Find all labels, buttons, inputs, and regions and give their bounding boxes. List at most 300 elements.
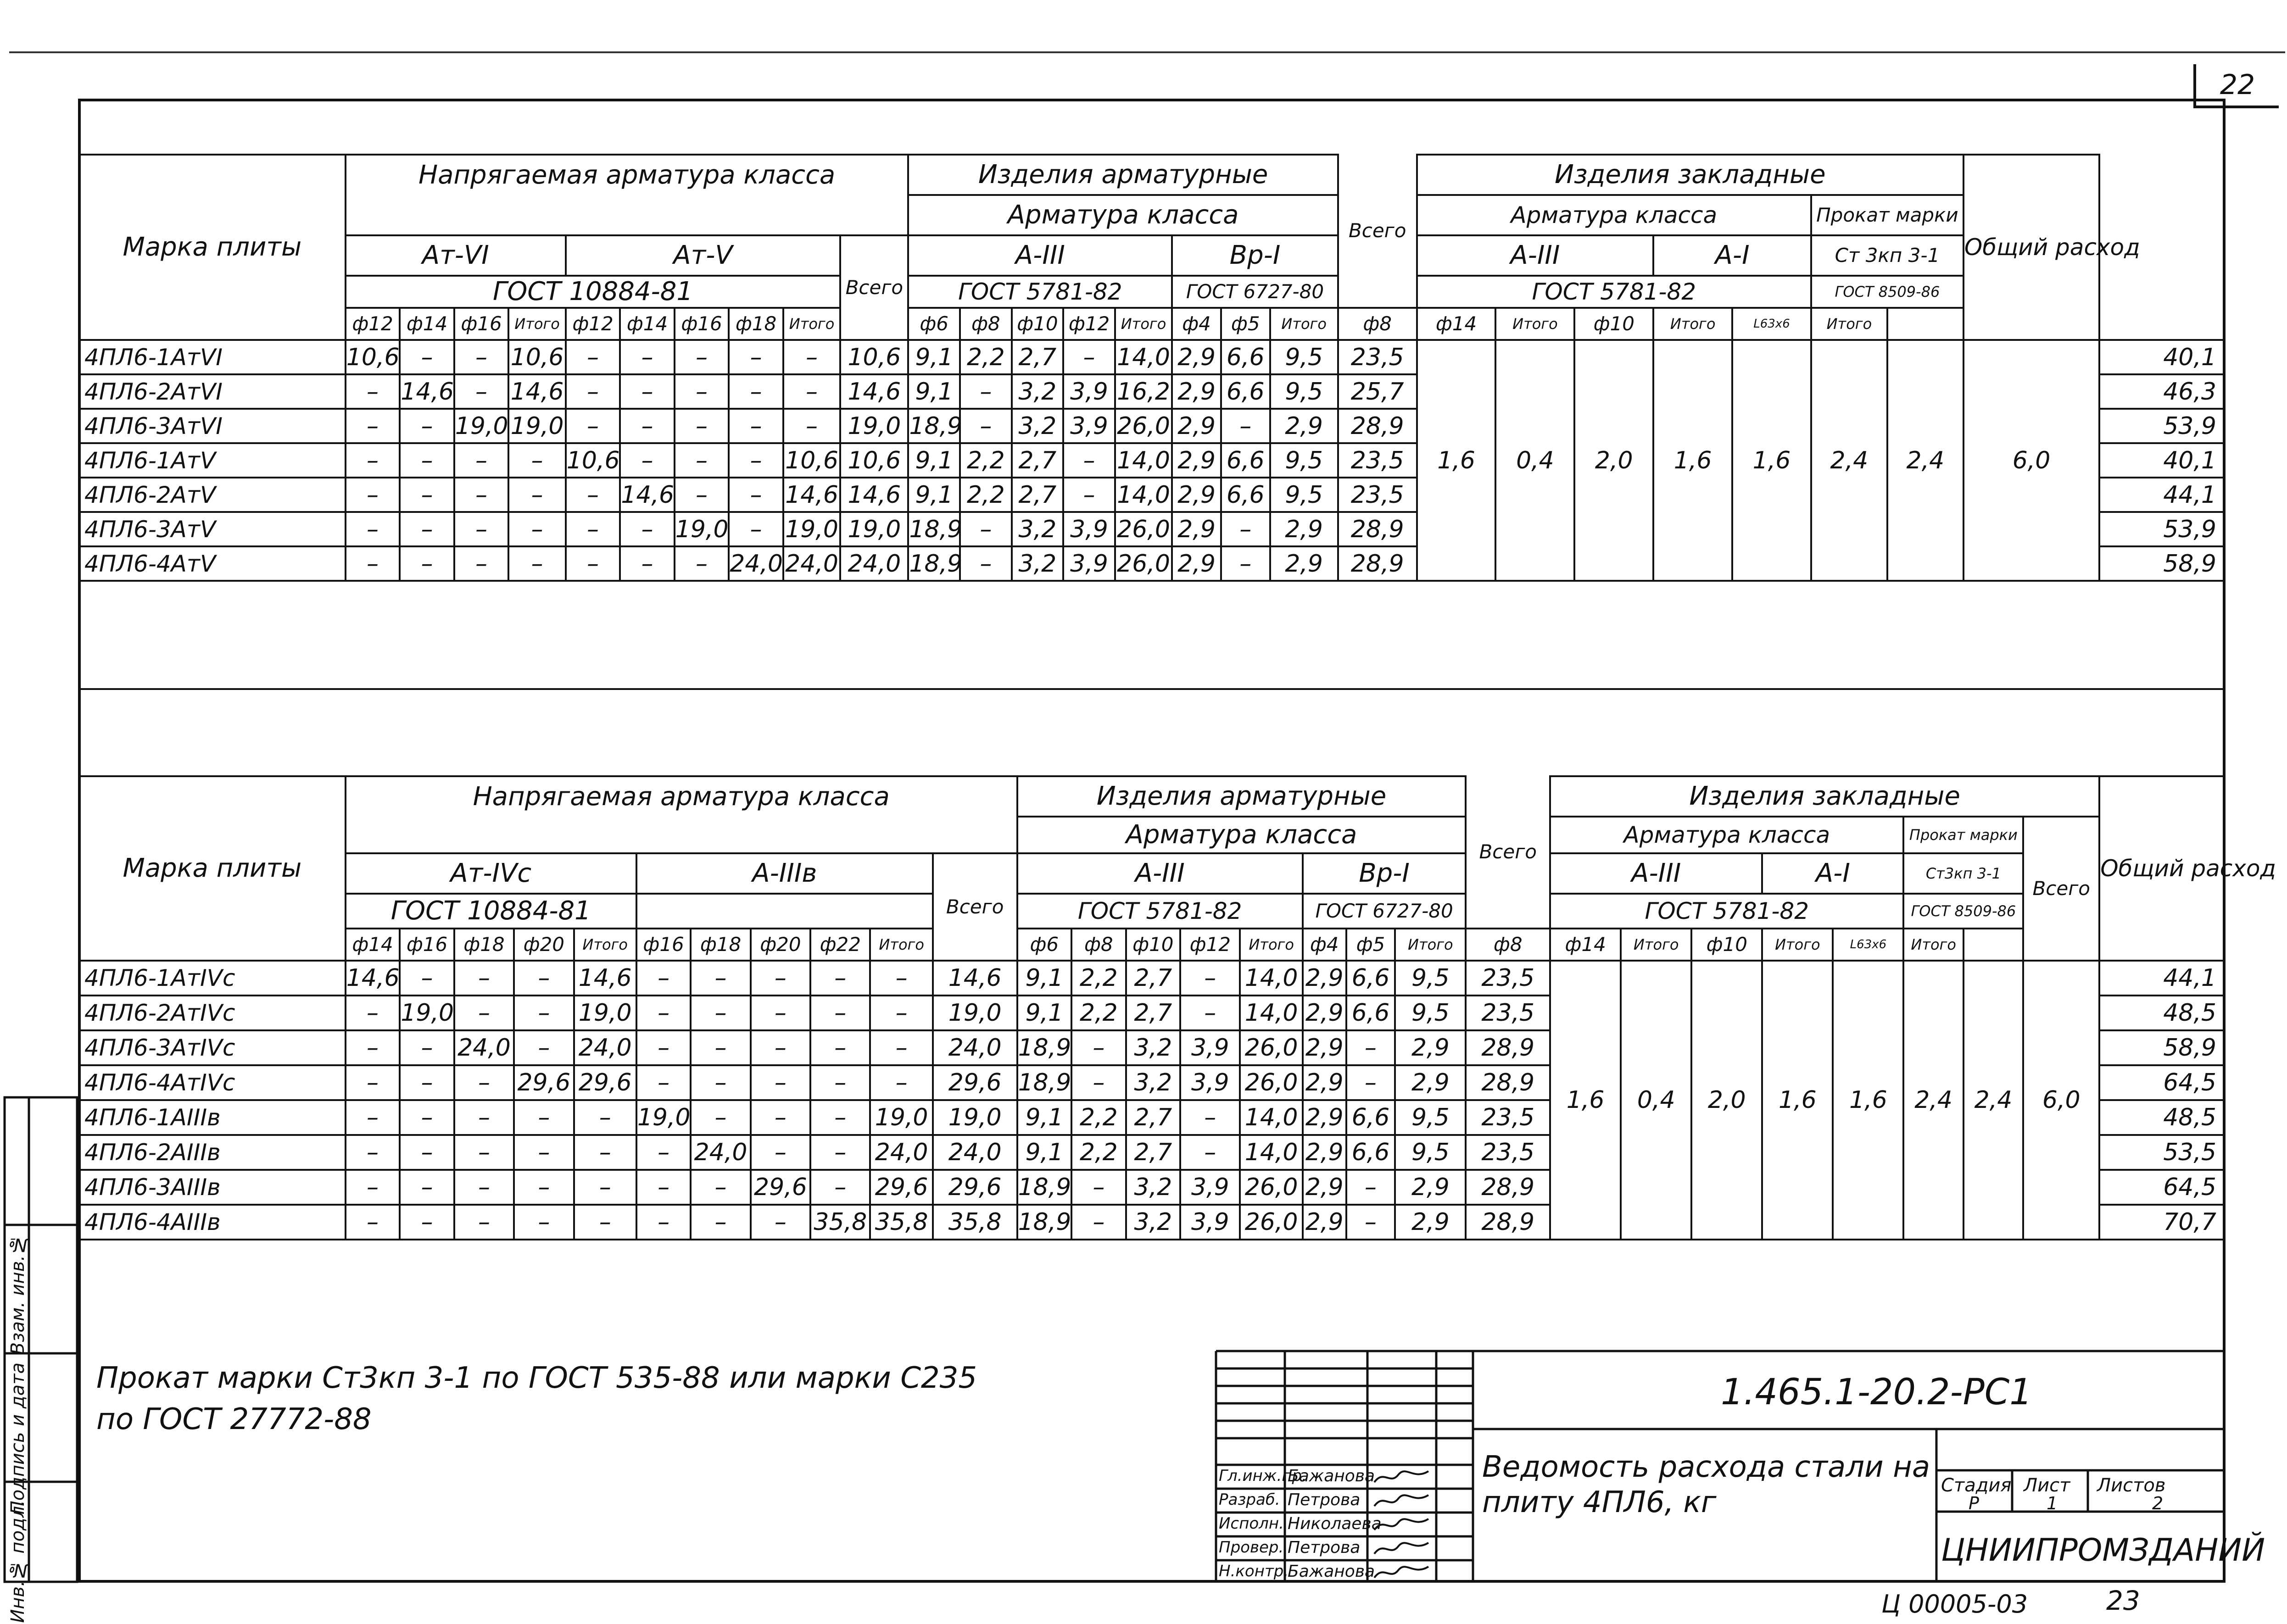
cell-value: – [810, 1065, 870, 1100]
cell-value: – [675, 340, 729, 374]
cell-value: 2,9 [1270, 409, 1338, 443]
cell-value: 24,0 [691, 1135, 750, 1170]
signature-icon [1370, 1491, 1434, 1512]
plate-mark: 4ПЛ6-1АIIIв [79, 1100, 346, 1135]
cell-value: 25,7 [1338, 374, 1417, 409]
cell-value: – [400, 1100, 454, 1135]
cell-value: – [691, 1170, 750, 1205]
cell-value: 26,0 [1115, 409, 1172, 443]
cell-value: 9,1 [908, 374, 960, 409]
cell-value: 9,5 [1395, 961, 1466, 996]
embedded-parts-value: 1,6 [1550, 961, 1621, 1240]
cell-value: – [400, 478, 454, 512]
cell-value: 14,6 [840, 478, 908, 512]
cell-value: 19,0 [840, 512, 908, 546]
cell-value: 9,5 [1270, 478, 1338, 512]
cell-value: – [691, 961, 750, 996]
cell-value: – [400, 546, 454, 581]
cell-value: 19,0 [454, 409, 509, 443]
cell-value: – [620, 443, 675, 478]
cell-value: – [400, 1205, 454, 1240]
cell-value: – [810, 961, 870, 996]
cell-value: – [783, 409, 840, 443]
cell-value: 3,9 [1063, 374, 1115, 409]
cell-value: 23,5 [1466, 1100, 1550, 1135]
prokat-header-2: Прокат марки [1903, 817, 2023, 853]
doc-title: Ведомость расхода стали на плиту 4ПЛ6, кг [1482, 1450, 1930, 1519]
cell-value: 2,7 [1012, 478, 1064, 512]
cell-value: 2,9 [1172, 443, 1221, 478]
cell-value: – [400, 1030, 454, 1065]
cell-value: – [400, 1065, 454, 1100]
cell-value: 23,5 [1338, 443, 1417, 478]
cell-value: – [346, 374, 400, 409]
cell-value: 28,9 [1466, 1030, 1550, 1065]
cell-value: 24,0 [729, 546, 783, 581]
cell-value: 3,2 [1126, 1030, 1181, 1065]
total-consumption: 64,5 [2099, 1065, 2225, 1100]
class-a1-zakl-2: А-I [1762, 853, 1903, 894]
cell-value: – [1346, 1205, 1395, 1240]
cell-value: 29,6 [751, 1170, 810, 1205]
cell-value: 14,6 [620, 478, 675, 512]
cell-value: 2,9 [1395, 1030, 1466, 1065]
cell-value: 19,0 [508, 409, 565, 443]
cell-value: – [636, 996, 691, 1030]
cell-value: 2,9 [1303, 961, 1346, 996]
cell-value: 9,1 [1017, 1100, 1072, 1135]
cell-value: 3,2 [1012, 546, 1064, 581]
cell-value: 3,2 [1126, 1065, 1181, 1100]
cell-value: – [870, 1030, 932, 1065]
cell-value: 9,1 [908, 443, 960, 478]
cell-value: – [454, 443, 509, 478]
cell-value: – [454, 478, 509, 512]
cell-value: – [620, 374, 675, 409]
cell-value: 14,6 [400, 374, 454, 409]
cell-value: – [729, 512, 783, 546]
sheets-value: 2 [2152, 1493, 2164, 1513]
embedded-parts-value: 1,6 [1833, 961, 1903, 1240]
cell-value: 29,6 [514, 1065, 574, 1100]
cell-value: 28,9 [1338, 546, 1417, 581]
cell-value: 9,5 [1395, 1100, 1466, 1135]
cell-value: – [346, 443, 400, 478]
total-consumption: 70,7 [2099, 1205, 2225, 1240]
cell-value: – [566, 374, 620, 409]
cell-value: – [1063, 478, 1115, 512]
cell-value: – [346, 1065, 400, 1100]
cell-value: 26,0 [1240, 1170, 1302, 1205]
cell-value: – [675, 374, 729, 409]
cell-value: 2,9 [1303, 1100, 1346, 1135]
plate-mark: 4ПЛ6-4АIIIв [79, 1205, 346, 1240]
cell-value: 19,0 [636, 1100, 691, 1135]
prokat-mark-2: Ст3кп 3-1 [1903, 853, 2023, 894]
cell-value: 6,6 [1346, 1100, 1395, 1135]
top-rule [9, 51, 2285, 53]
side-label-replace: Взам. инв.№ [7, 1234, 28, 1355]
cell-value: – [454, 996, 514, 1030]
cell-value: 14,0 [1240, 1135, 1302, 1170]
organization: ЦНИИПРОМЗДАНИЙ [1941, 1532, 2265, 1568]
cell-value: – [751, 1135, 810, 1170]
cell-value: 9,1 [908, 478, 960, 512]
cell-value: – [400, 340, 454, 374]
cell-value: 18,9 [908, 546, 960, 581]
approver-name: Бажанова [1288, 1562, 1375, 1581]
cell-value: 24,0 [574, 1030, 636, 1065]
cell-value: 2,9 [1303, 1205, 1346, 1240]
sheet-number: 22 [2193, 64, 2279, 108]
cell-value: – [400, 1170, 454, 1205]
cell-value: 19,0 [870, 1100, 932, 1135]
cell-value: 3,9 [1180, 1030, 1240, 1065]
cell-value: – [1180, 1100, 1240, 1135]
cell-value: – [346, 512, 400, 546]
cell-value: 24,0 [933, 1135, 1017, 1170]
cell-value: 35,8 [870, 1205, 932, 1240]
approver-name: Петрова [1288, 1491, 1361, 1509]
cell-value: 23,5 [1466, 961, 1550, 996]
cell-value: – [1063, 443, 1115, 478]
cell-value: – [960, 374, 1012, 409]
cell-value: 6,6 [1221, 374, 1270, 409]
cell-value: 2,9 [1172, 546, 1221, 581]
arm-class-header-2: Арматура класса [1017, 817, 1466, 853]
cell-value: 2,7 [1126, 1100, 1181, 1135]
cell-value: 18,9 [1017, 1065, 1072, 1100]
cell-value: 18,9 [908, 409, 960, 443]
cell-value: 9,1 [1017, 1135, 1072, 1170]
cell-value: 28,9 [1338, 409, 1417, 443]
cell-value: – [960, 546, 1012, 581]
total-consumption: 58,9 [2099, 1030, 2225, 1065]
cell-value: 2,2 [1071, 1135, 1126, 1170]
cell-value: 26,0 [1240, 1205, 1302, 1240]
embedded-parts-value: 1,6 [1732, 340, 1811, 581]
total-consumption: 44,1 [2099, 478, 2225, 512]
cell-value: 24,0 [783, 546, 840, 581]
class-vp1-2: Вр-I [1303, 853, 1466, 894]
cell-value: 2,9 [1395, 1205, 1466, 1240]
embedded-parts-value: 1,6 [1653, 340, 1732, 581]
cell-value: 3,9 [1063, 409, 1115, 443]
cell-value: – [574, 1170, 636, 1205]
vsego-arm-header: Всего [1338, 155, 1417, 308]
total-consumption: 58,9 [2099, 546, 2225, 581]
cell-value: 24,0 [933, 1030, 1017, 1065]
zakl-arm-class-header: Арматура класса [1417, 195, 1811, 235]
cell-value: 29,6 [574, 1065, 636, 1100]
total-consumption: 53,9 [2099, 409, 2225, 443]
izd-zakl-header-2: Изделия закладные [1550, 776, 2099, 817]
cell-value: 24,0 [870, 1135, 932, 1170]
cell-value: 2,9 [1172, 512, 1221, 546]
cell-value: – [508, 478, 565, 512]
embedded-parts-value: 2,4 [1903, 961, 1963, 1240]
cell-value: – [751, 1100, 810, 1135]
cell-value: 29,6 [933, 1065, 1017, 1100]
cell-value: – [346, 1170, 400, 1205]
cell-value: 3,2 [1126, 1205, 1181, 1240]
cell-value: 14,6 [346, 961, 400, 996]
gost-vp-2: ГОСТ 6727-80 [1303, 894, 1466, 929]
cell-value: 2,7 [1012, 443, 1064, 478]
cell-value: – [514, 1030, 574, 1065]
vsego-arm-header-2: Всего [1466, 776, 1550, 929]
cell-value: – [620, 409, 675, 443]
cell-value: – [675, 409, 729, 443]
cell-value: 10,6 [783, 443, 840, 478]
approver-name: Бажанова [1288, 1467, 1375, 1485]
cell-value: – [870, 996, 932, 1030]
sheet-header: Лист [2024, 1475, 2070, 1496]
cell-value: 29,6 [870, 1170, 932, 1205]
izd-zakl-header: Изделия закладные [1417, 155, 1963, 195]
cell-value: – [751, 1065, 810, 1100]
subheader-row-2: ф14 ф16 ф18 ф20 Итого ф16 ф18 ф20 ф22 Итого ф6 ф8 ф10 ф12 Итого ф4 ф5 Итого ф8 ф14 Итого ф10 Итого L63х6 Итого [79, 929, 2225, 961]
cell-value: 18,9 [1017, 1030, 1072, 1065]
cell-value: 2,9 [1172, 409, 1221, 443]
cell-value: 10,6 [346, 340, 400, 374]
cell-value: – [1071, 1205, 1126, 1240]
cell-value: 24,0 [840, 546, 908, 581]
cell-value: 19,0 [574, 996, 636, 1030]
total-consumption: 53,5 [2099, 1135, 2225, 1170]
cell-value: – [810, 996, 870, 1030]
cell-value: 2,7 [1012, 340, 1064, 374]
cell-value: – [620, 546, 675, 581]
cell-value: 14,0 [1115, 443, 1172, 478]
cell-value: 14,6 [574, 961, 636, 996]
embedded-parts-value: 0,4 [1495, 340, 1574, 581]
plate-mark: 4ПЛ6-3АIIIв [79, 1170, 346, 1205]
izd-arm-header: Изделия арматурные [908, 155, 1338, 195]
cell-value: – [691, 1100, 750, 1135]
cell-value: 3,2 [1012, 409, 1064, 443]
cell-value: 3,2 [1012, 374, 1064, 409]
cell-value: 9,5 [1395, 1135, 1466, 1170]
cell-value: 23,5 [1338, 478, 1417, 512]
cell-value: 6,6 [1221, 443, 1270, 478]
approver-role: Разраб. [1219, 1491, 1280, 1509]
cell-value: 28,9 [1466, 1205, 1550, 1240]
cell-value: 26,0 [1240, 1030, 1302, 1065]
cell-value: 26,0 [1115, 512, 1172, 546]
class-a3: А-III [908, 235, 1172, 276]
gost-prestress-2: ГОСТ 10884-81 [346, 894, 636, 929]
sheets-header: Листов [2097, 1475, 2166, 1496]
cell-value: – [620, 512, 675, 546]
total-consumption: 40,1 [2099, 340, 2225, 374]
signature-icon [1370, 1538, 1434, 1559]
cell-value: 9,5 [1270, 374, 1338, 409]
approver-role: Гл.инж.пр. [1219, 1467, 1307, 1485]
gost-vp: ГОСТ 6727-80 [1172, 276, 1338, 308]
footer-page: 23 [2106, 1585, 2140, 1616]
cell-value: – [1071, 1065, 1126, 1100]
class-a3v: А-IIIв [636, 853, 933, 894]
class-at4c: Ат-IVс [346, 853, 636, 894]
cell-value: – [636, 1030, 691, 1065]
cell-value: 3,9 [1180, 1170, 1240, 1205]
class-vp1: Вр-I [1172, 235, 1338, 276]
total-consumption: 44,1 [2099, 961, 2225, 996]
cell-value: – [729, 409, 783, 443]
cell-value: – [1346, 1065, 1395, 1100]
cell-value: 2,9 [1395, 1170, 1466, 1205]
cell-value: – [636, 1170, 691, 1205]
cell-value: 2,9 [1303, 996, 1346, 1030]
cell-value: – [454, 546, 509, 581]
prokat-mark: Ст 3кп 3-1 [1811, 235, 1963, 276]
cell-value: – [454, 1205, 514, 1240]
cell-value: 19,0 [933, 996, 1017, 1030]
cell-value: 26,0 [1240, 1065, 1302, 1100]
cell-value: 23,5 [1338, 340, 1417, 374]
class-at5: Ат-V [566, 235, 841, 276]
cell-value: 14,0 [1115, 340, 1172, 374]
cell-value: 14,6 [840, 374, 908, 409]
cell-value: 19,0 [783, 512, 840, 546]
cell-value: – [810, 1170, 870, 1205]
cell-value: – [566, 409, 620, 443]
plate-mark: 4ПЛ6-1АтVI [79, 340, 346, 374]
cell-value: – [870, 1065, 932, 1100]
arm-class-header: Арматура класса [908, 195, 1338, 235]
cell-value: 29,6 [933, 1170, 1017, 1205]
plate-mark: 4ПЛ6-2АтIVс [79, 996, 346, 1030]
total-consumption: 48,5 [2099, 1100, 2225, 1135]
cell-value: – [1071, 1170, 1126, 1205]
cell-value: – [400, 512, 454, 546]
cell-value: 10,6 [566, 443, 620, 478]
footnote-line-2: по ГОСТ 27772-88 [96, 1402, 372, 1436]
cell-value: – [454, 961, 514, 996]
cell-value: 14,6 [508, 374, 565, 409]
cell-value: – [400, 961, 454, 996]
cell-value: – [1346, 1170, 1395, 1205]
cell-value: – [346, 1030, 400, 1065]
cell-value: 2,2 [1071, 996, 1126, 1030]
cell-value: 23,5 [1466, 996, 1550, 1030]
plate-mark: 4ПЛ6-3АтV [79, 512, 346, 546]
cell-value: – [810, 1100, 870, 1135]
cell-value: 2,2 [960, 478, 1012, 512]
cell-value: – [675, 443, 729, 478]
approver-name: Николаева [1288, 1514, 1382, 1533]
col-mark-header: Марка плиты [79, 155, 346, 340]
cell-value: – [508, 443, 565, 478]
cell-value: 2,9 [1303, 1170, 1346, 1205]
side-label-sign: Подпись и дата [7, 1363, 28, 1515]
cell-value: – [454, 1135, 514, 1170]
cell-value: – [636, 1135, 691, 1170]
cell-value: – [1346, 1030, 1395, 1065]
cell-value: 28,9 [1466, 1170, 1550, 1205]
cell-value: 9,1 [1017, 961, 1072, 996]
prestress-header: Напрягаемая арматура класса [346, 155, 909, 195]
gost-prokat-2: ГОСТ 8509-86 [1903, 894, 2023, 929]
total-consumption: 64,5 [2099, 1170, 2225, 1205]
subheader-row: ф12 ф14 ф16 Итого ф12 ф14 ф16 ф18 Итого ф6 ф8 ф10 ф12 Итого ф4 ф5 Итого ф8 ф14 Итого ф10 Итого L63х6 Итого [79, 308, 2225, 340]
cell-value: – [691, 996, 750, 1030]
class-a3-zakl-2: А-III [1550, 853, 1762, 894]
cell-value: – [514, 996, 574, 1030]
cell-value: 2,7 [1126, 996, 1181, 1030]
cell-value: – [454, 512, 509, 546]
cell-value: 2,9 [1303, 1065, 1346, 1100]
gost-zakl: ГОСТ 5781-82 [1417, 276, 1811, 308]
cell-value: – [751, 1030, 810, 1065]
cell-value: 10,6 [840, 443, 908, 478]
cell-value: – [566, 512, 620, 546]
cell-value: 19,0 [400, 996, 454, 1030]
cell-value: 16,2 [1115, 374, 1172, 409]
approver-role: Н.контр. [1219, 1562, 1289, 1580]
cell-value: 9,5 [1395, 996, 1466, 1030]
class-a3-2: А-III [1017, 853, 1303, 894]
cell-value: – [454, 1170, 514, 1205]
cell-value: – [566, 340, 620, 374]
cell-value: – [454, 374, 509, 409]
cell-value: – [574, 1205, 636, 1240]
cell-value: 14,0 [1115, 478, 1172, 512]
cell-value: – [810, 1030, 870, 1065]
cell-value: – [566, 546, 620, 581]
cell-value: – [729, 478, 783, 512]
cell-value: – [783, 340, 840, 374]
cell-value: – [1221, 546, 1270, 581]
cell-value: 18,9 [908, 512, 960, 546]
gost-a3: ГОСТ 5781-82 [908, 276, 1172, 308]
side-label-inv: Инв.№ подл. [7, 1500, 28, 1623]
prestress-header-2: Напрягаемая арматура класса [346, 776, 1017, 817]
cell-value: 18,9 [1017, 1205, 1072, 1240]
izd-arm-header-2: Изделия арматурные [1017, 776, 1466, 817]
embedded-parts-value: 1,6 [1762, 961, 1833, 1240]
cell-value: – [514, 1170, 574, 1205]
cell-value: – [729, 340, 783, 374]
prokat-header: Прокат марки [1811, 195, 1963, 235]
cell-value: 2,9 [1303, 1030, 1346, 1065]
cell-value: – [960, 409, 1012, 443]
cell-value: – [751, 996, 810, 1030]
zakl-arm-class-header-2: Арматура класса [1550, 817, 1903, 853]
cell-value: 2,2 [960, 340, 1012, 374]
plate-mark: 4ПЛ6-2АтV [79, 478, 346, 512]
cell-value: – [508, 546, 565, 581]
vsego-prestress-header: Всего [840, 235, 908, 340]
cell-value: 2,9 [1172, 340, 1221, 374]
cell-value: – [346, 1135, 400, 1170]
cell-value: – [1180, 996, 1240, 1030]
cell-value: – [514, 1135, 574, 1170]
cell-value: 19,0 [933, 1100, 1017, 1135]
gost-a3-2: ГОСТ 5781-82 [1017, 894, 1303, 929]
embedded-parts-value: 2,0 [1691, 961, 1762, 1240]
cell-value: – [636, 961, 691, 996]
cell-value: – [691, 1205, 750, 1240]
cell-value: – [620, 340, 675, 374]
cell-value: – [346, 409, 400, 443]
cell-value: – [566, 478, 620, 512]
embedded-parts-value: 6,0 [2023, 961, 2099, 1240]
stage-value: Р [1969, 1493, 1979, 1513]
cell-value: – [454, 340, 509, 374]
cell-value: 9,1 [908, 340, 960, 374]
